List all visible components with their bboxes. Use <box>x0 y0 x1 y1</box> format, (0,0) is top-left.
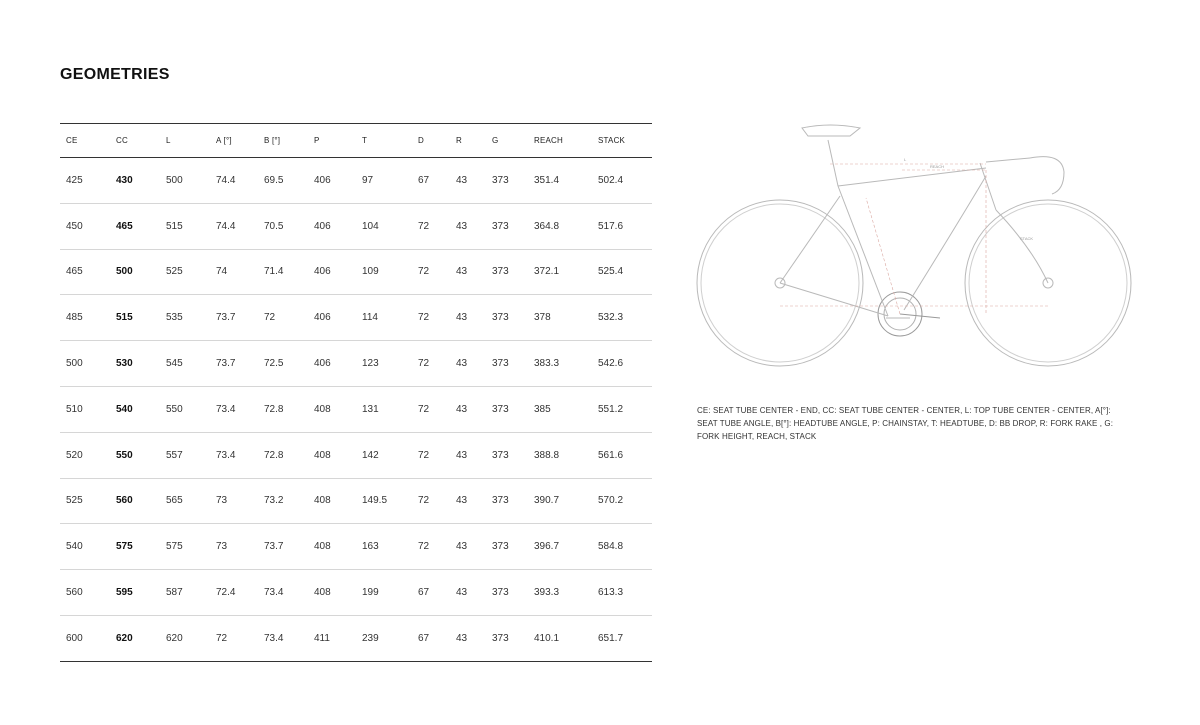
cell-r: 43 <box>450 341 486 387</box>
table-row <box>60 295 652 341</box>
cell-g: 373 <box>486 615 528 661</box>
bike-geometry-diagram <box>690 118 1145 398</box>
cell-cc: 530 <box>110 341 160 387</box>
table-row <box>60 249 652 295</box>
cell-t: 131 <box>356 386 412 432</box>
cell-cc: 540 <box>110 386 160 432</box>
cell-p: 408 <box>308 478 356 524</box>
cell-a: 73 <box>210 478 258 524</box>
table-row <box>60 524 652 570</box>
cell-ce: 450 <box>60 203 110 249</box>
cell-b: 73.7 <box>258 524 308 570</box>
cell-cc: 595 <box>110 570 160 616</box>
cell-t: 109 <box>356 249 412 295</box>
table-row <box>60 386 652 432</box>
diagram-label-reach: REACH <box>930 164 945 169</box>
cell-reach: 393.3 <box>528 570 592 616</box>
cell-ce: 540 <box>60 524 110 570</box>
cell-d: 67 <box>412 570 450 616</box>
cell-d: 72 <box>412 386 450 432</box>
cell-r: 43 <box>450 570 486 616</box>
diagram-label-stack: STACK <box>1020 236 1034 241</box>
header-ce: CE <box>60 124 110 158</box>
cell-reach: 383.3 <box>528 341 592 387</box>
cell-p: 411 <box>308 615 356 661</box>
cell-b: 72 <box>258 295 308 341</box>
cell-reach: 351.4 <box>528 158 592 204</box>
frame-seatstay <box>780 196 840 283</box>
crank-arm <box>900 314 940 318</box>
cell-stack: 517.6 <box>592 203 652 249</box>
cell-stack: 551.2 <box>592 386 652 432</box>
cell-g: 373 <box>486 341 528 387</box>
header-l: L <box>160 124 210 158</box>
cell-l: 557 <box>160 432 210 478</box>
cell-p: 406 <box>308 158 356 204</box>
cell-ce: 525 <box>60 478 110 524</box>
cell-cc: 515 <box>110 295 160 341</box>
cell-b: 73.4 <box>258 570 308 616</box>
header-cc: CC <box>110 124 160 158</box>
cell-p: 408 <box>308 432 356 478</box>
header-p: P <box>308 124 356 158</box>
cell-l: 525 <box>160 249 210 295</box>
cell-p: 406 <box>308 249 356 295</box>
cell-g: 373 <box>486 249 528 295</box>
page-title: GEOMETRIES <box>60 66 170 83</box>
cell-cc: 575 <box>110 524 160 570</box>
saddle <box>802 125 860 136</box>
cell-reach: 378 <box>528 295 592 341</box>
cell-t: 149.5 <box>356 478 412 524</box>
header-reach: REACH <box>528 124 592 158</box>
cell-g: 373 <box>486 524 528 570</box>
cell-d: 67 <box>412 615 450 661</box>
cell-a: 72.4 <box>210 570 258 616</box>
cell-r: 43 <box>450 432 486 478</box>
cell-l: 550 <box>160 386 210 432</box>
cell-t: 163 <box>356 524 412 570</box>
diagram-label-length: L <box>904 157 907 162</box>
cell-g: 373 <box>486 158 528 204</box>
cell-l: 565 <box>160 478 210 524</box>
cell-p: 406 <box>308 203 356 249</box>
cell-a: 74 <box>210 249 258 295</box>
cell-r: 43 <box>450 249 486 295</box>
cell-reach: 385 <box>528 386 592 432</box>
cell-r: 43 <box>450 158 486 204</box>
cell-stack: 561.6 <box>592 432 652 478</box>
cell-l: 545 <box>160 341 210 387</box>
cell-b: 70.5 <box>258 203 308 249</box>
cell-ce: 560 <box>60 570 110 616</box>
cell-b: 72.8 <box>258 432 308 478</box>
cell-reach: 372.1 <box>528 249 592 295</box>
frame-top-tube <box>838 168 986 186</box>
cell-ce: 485 <box>60 295 110 341</box>
cell-reach: 410.1 <box>528 615 592 661</box>
cell-l: 500 <box>160 158 210 204</box>
cell-p: 408 <box>308 386 356 432</box>
handlebar <box>1030 157 1064 194</box>
cell-stack: 584.8 <box>592 524 652 570</box>
cell-b: 72.8 <box>258 386 308 432</box>
cell-p: 406 <box>308 295 356 341</box>
cell-ce: 600 <box>60 615 110 661</box>
cell-d: 72 <box>412 524 450 570</box>
cell-cc: 465 <box>110 203 160 249</box>
cell-ce: 500 <box>60 341 110 387</box>
cell-d: 72 <box>412 203 450 249</box>
cell-b: 73.2 <box>258 478 308 524</box>
cell-b: 72.5 <box>258 341 308 387</box>
cell-a: 72 <box>210 615 258 661</box>
cell-stack: 613.3 <box>592 570 652 616</box>
cell-p: 408 <box>308 570 356 616</box>
cell-d: 72 <box>412 478 450 524</box>
stem <box>986 158 1030 162</box>
cell-b: 71.4 <box>258 249 308 295</box>
seatpost <box>828 140 838 186</box>
cell-l: 587 <box>160 570 210 616</box>
cell-cc: 430 <box>110 158 160 204</box>
cell-d: 72 <box>412 295 450 341</box>
cell-l: 535 <box>160 295 210 341</box>
cell-g: 373 <box>486 386 528 432</box>
table-row <box>60 203 652 249</box>
cell-t: 123 <box>356 341 412 387</box>
cell-t: 97 <box>356 158 412 204</box>
cell-l: 515 <box>160 203 210 249</box>
cell-r: 43 <box>450 524 486 570</box>
header-stack: STACK <box>592 124 652 158</box>
cell-t: 114 <box>356 295 412 341</box>
cell-b: 69.5 <box>258 158 308 204</box>
seat-angle-line <box>866 198 900 314</box>
header-r: R <box>450 124 486 158</box>
cell-d: 67 <box>412 158 450 204</box>
cell-r: 43 <box>450 386 486 432</box>
table-row <box>60 158 652 204</box>
cell-reach: 364.8 <box>528 203 592 249</box>
cell-t: 104 <box>356 203 412 249</box>
cell-g: 373 <box>486 203 528 249</box>
cell-b: 73.4 <box>258 615 308 661</box>
cell-g: 373 <box>486 570 528 616</box>
cell-a: 73.7 <box>210 341 258 387</box>
header-a: A [°] <box>210 124 258 158</box>
cell-a: 73.7 <box>210 295 258 341</box>
cell-a: 73.4 <box>210 386 258 432</box>
cell-reach: 388.8 <box>528 432 592 478</box>
fork <box>996 210 1048 283</box>
cell-g: 373 <box>486 432 528 478</box>
cell-reach: 396.7 <box>528 524 592 570</box>
cell-stack: 570.2 <box>592 478 652 524</box>
header-b: B [°] <box>258 124 308 158</box>
cell-ce: 425 <box>60 158 110 204</box>
cell-r: 43 <box>450 615 486 661</box>
cell-p: 406 <box>308 341 356 387</box>
cell-ce: 465 <box>60 249 110 295</box>
table-header-row <box>60 124 652 158</box>
cell-g: 373 <box>486 478 528 524</box>
table-row <box>60 570 652 616</box>
table-body <box>60 158 652 662</box>
cell-r: 43 <box>450 203 486 249</box>
cell-stack: 525.4 <box>592 249 652 295</box>
table-row <box>60 478 652 524</box>
cell-d: 72 <box>412 432 450 478</box>
cell-ce: 510 <box>60 386 110 432</box>
table-row <box>60 432 652 478</box>
cell-l: 575 <box>160 524 210 570</box>
cell-ce: 520 <box>60 432 110 478</box>
frame-chainstay <box>780 283 888 316</box>
cell-t: 239 <box>356 615 412 661</box>
cell-t: 199 <box>356 570 412 616</box>
frame-seat-tube <box>838 186 888 316</box>
cell-a: 73 <box>210 524 258 570</box>
cell-d: 72 <box>412 341 450 387</box>
frame-down-tube <box>904 176 986 310</box>
cell-stack: 502.4 <box>592 158 652 204</box>
cell-cc: 500 <box>110 249 160 295</box>
cell-a: 73.4 <box>210 432 258 478</box>
cell-r: 43 <box>450 295 486 341</box>
cell-l: 620 <box>160 615 210 661</box>
cell-cc: 560 <box>110 478 160 524</box>
cell-stack: 532.3 <box>592 295 652 341</box>
cell-a: 74.4 <box>210 203 258 249</box>
cell-reach: 390.7 <box>528 478 592 524</box>
header-t: T <box>356 124 412 158</box>
cell-p: 408 <box>308 524 356 570</box>
cell-cc: 550 <box>110 432 160 478</box>
cell-stack: 542.6 <box>592 341 652 387</box>
cell-cc: 620 <box>110 615 160 661</box>
cell-a: 74.4 <box>210 158 258 204</box>
geometry-table <box>60 123 652 662</box>
cell-d: 72 <box>412 249 450 295</box>
cell-g: 373 <box>486 295 528 341</box>
table-row <box>60 615 652 661</box>
table-row <box>60 341 652 387</box>
cell-stack: 651.7 <box>592 615 652 661</box>
header-d: D <box>412 124 450 158</box>
cell-t: 142 <box>356 432 412 478</box>
header-g: G <box>486 124 528 158</box>
legend-text: CE: SEAT TUBE CENTER - END, CC: SEAT TUBE CENTER - CENTER, L: TOP TUBE CENTER - CENTER, A[°]: SEAT TUBE ANGLE, B[°]: HEADTUBE ANGLE, P: CHAINSTAY, T: HEADTUBE, D: BB DROP, R: FORK RAKE , G: FORK HEIGHT, REACH, STACK <box>697 406 1114 441</box>
cell-r: 43 <box>450 478 486 524</box>
